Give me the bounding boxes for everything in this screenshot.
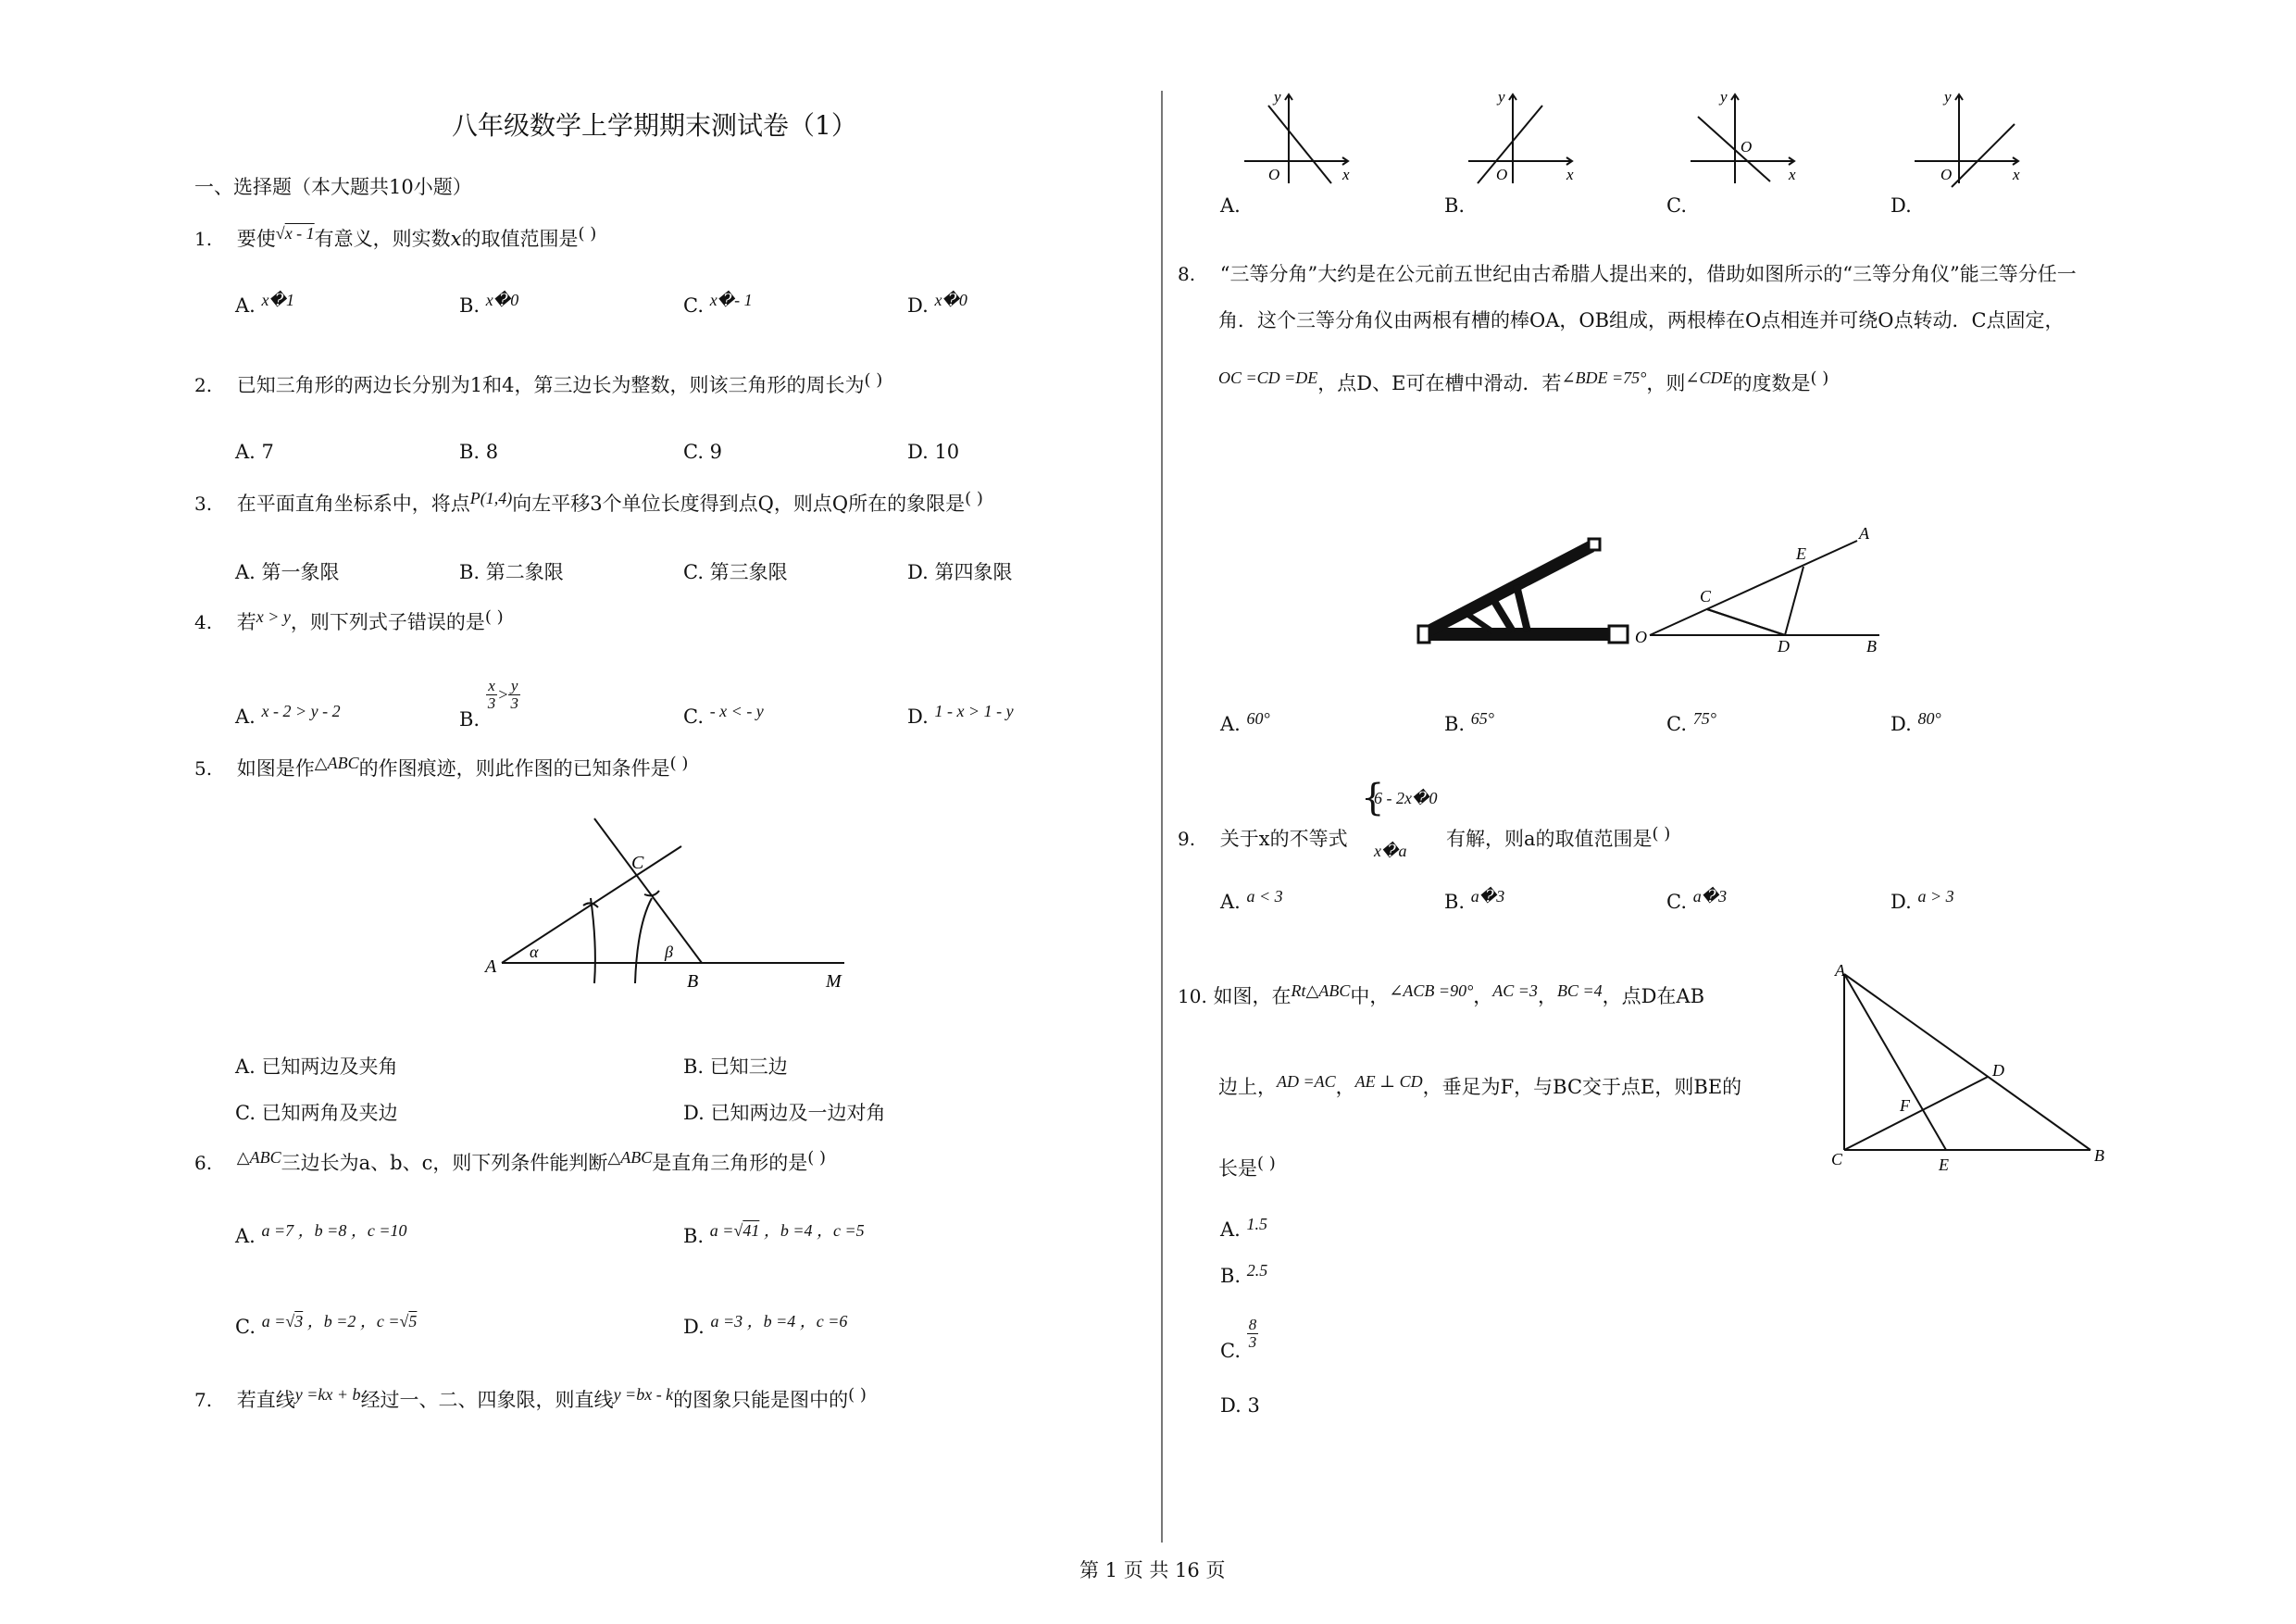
question-10: 10. 如图，在Rt△ABC中，∠ACB =90°，AC =3，BC =4，点D在AB xyxy=(1178,981,1705,1007)
q10-option-a: A. 1.5 xyxy=(1220,1215,1268,1241)
q5-option-d: D. 已知两边及一边对角 xyxy=(683,1102,886,1124)
q4-option-c: C. - x < - y xyxy=(683,702,764,728)
y-label: y xyxy=(1720,88,1728,106)
q2-option-b: B. 8 xyxy=(459,441,499,463)
question-9: 9. 关于x的不等式 xyxy=(1178,828,1348,850)
q10-option-d: D. 3 xyxy=(1220,1394,1260,1417)
q7-graph-a xyxy=(1241,83,1361,185)
y-label: y xyxy=(1498,88,1505,106)
o-label: O xyxy=(1741,138,1753,156)
q9-inequality-2: x�a xyxy=(1374,842,1407,860)
q5-construction-figure xyxy=(481,815,852,1000)
column-divider xyxy=(1161,91,1163,1543)
o-label: O xyxy=(1940,166,1953,183)
section-heading: 一、选择题（本大题共10小题） xyxy=(194,176,472,198)
question-3: 3. 在平面直角坐标系中，将点P(1,4)向左平移3个单位长度得到点Q，则点Q所在的象限是( ) xyxy=(194,489,983,515)
label-f: F xyxy=(1900,1096,1910,1115)
q2-option-c: C. 9 xyxy=(683,441,723,463)
q9-option-c: C. a�3 xyxy=(1666,887,1728,913)
label-d: D xyxy=(1778,637,1790,656)
trisector-instrument xyxy=(1418,539,1628,643)
q6-option-b: B. a =√41 ，b =4 ，c =5 xyxy=(683,1221,865,1247)
q8-line-2: 角．这个三等分角仪由两根有槽的棒OA，OB组成，两根棒在O点相连并可绕O点转动．C点固定， xyxy=(1218,309,2065,331)
label-c: C xyxy=(1700,587,1712,606)
label-d: D xyxy=(1992,1061,2004,1080)
q4-option-b: B. $\frac{x}{3}$ > $\frac{y}{3}$ xyxy=(459,677,518,731)
question-6: 6. △ABC三边长为a、b、c，则下列条件能判断△ABC是直角三角形的是( ) xyxy=(194,1148,826,1174)
q7-option-a: A. xyxy=(1220,194,1241,217)
q6-option-d: D. a =3 ，b =4 ，c =6 xyxy=(683,1312,848,1338)
q5-option-c: C. 已知两角及夹边 xyxy=(235,1102,398,1124)
q10-line-2: 边上，AD =AC，AE ⊥ CD，垂足为F，与BC交于点E，则BE的 xyxy=(1218,1072,1742,1098)
question-8: 8. “三等分角”大约是在公元前五世纪由古希腊人提出来的，借助如图所示的“三等分角仪”能三等分任一 xyxy=(1178,263,2077,285)
q1-option-a: A. x�1 xyxy=(235,291,294,317)
q10-line-3: 长是( ) xyxy=(1218,1154,1276,1180)
x-label: x xyxy=(2013,166,2020,183)
label-e: E xyxy=(1796,544,1806,563)
q5-option-b: B. 已知三边 xyxy=(683,1056,788,1078)
q3-option-b: B. 第二象限 xyxy=(459,561,564,583)
q8-option-b: B. 65° xyxy=(1444,709,1494,735)
label-c: C xyxy=(1831,1150,1843,1168)
label-b: B xyxy=(1866,637,1877,656)
label-beta: β xyxy=(665,943,673,961)
q9-option-a: A. a < 3 xyxy=(1220,887,1283,913)
q9-option-b: B. a�3 xyxy=(1444,887,1505,913)
label-b: B xyxy=(687,971,699,992)
q1-option-d: D. x�0 xyxy=(907,291,967,317)
x-label: x xyxy=(1789,166,1796,183)
q7-graph-b xyxy=(1465,83,1585,185)
q6-option-c: C. a =√3 ，b =2 ，c =√5 xyxy=(235,1312,418,1338)
q10-option-c: C. $\frac{8}{3}$ xyxy=(1220,1316,1257,1362)
page-footer: 第 1 页 共 16 页 xyxy=(1079,1559,1226,1581)
label-a: A xyxy=(1835,961,1845,980)
q1-option-b: B. x�0 xyxy=(459,291,519,317)
y-label: y xyxy=(1274,88,1281,106)
o-label: O xyxy=(1496,166,1508,183)
q9-inequality-1: 6 - 2x�0 xyxy=(1374,789,1438,807)
q1-option-c: C. x�- 1 xyxy=(683,291,753,317)
q2-option-a: A. 7 xyxy=(235,441,274,463)
q7-graph-d xyxy=(1911,83,2031,185)
q9-text-2: 有解，则a的取值范围是( ) xyxy=(1446,824,1671,850)
x-label: x xyxy=(1342,166,1350,183)
q7-option-c: C. xyxy=(1666,194,1687,217)
label-m: M xyxy=(826,971,842,992)
q6-option-a: A. a =7 ，b =8 ，c =10 xyxy=(235,1221,407,1247)
label-e: E xyxy=(1939,1156,1949,1174)
label-b: B xyxy=(2094,1146,2104,1165)
q2-option-d: D. 10 xyxy=(907,441,960,463)
q8-option-a: A. 60° xyxy=(1220,709,1270,735)
q3-option-d: D. 第四象限 xyxy=(907,561,1013,583)
label-o: O xyxy=(1635,628,1647,646)
q8-line-3: OC =CD =DE，点D、E可在槽中滑动．若∠BDE =75°，则∠CDE的度数是( ) xyxy=(1218,369,1829,394)
q3-option-a: A. 第一象限 xyxy=(235,561,340,583)
label-a: A xyxy=(1859,524,1869,543)
question-1: 1. 要使√x - 1有意义，则实数x的取值范围是( ) xyxy=(194,224,597,250)
question-5: 5. 如图是作△ABC的作图痕迹，则此作图的已知条件是( ) xyxy=(194,754,689,780)
q3-option-c: C. 第三象限 xyxy=(683,561,788,583)
q7-option-d: D. xyxy=(1890,194,1912,217)
question-7: 7. 若直线y =kx + b经过一、二、四象限，则直线y =bx - k的图象只能是图中的( ) xyxy=(194,1385,867,1411)
label-a: A xyxy=(485,956,497,977)
q9-brace: { xyxy=(1361,777,1385,819)
x-label: x xyxy=(1566,166,1574,183)
question-4: 4. 若x > y，则下列式子错误的是( ) xyxy=(194,607,504,633)
label-alpha: α xyxy=(530,943,539,961)
page-title: 八年级数学上学期期末测试卷（1） xyxy=(452,110,857,141)
q4-option-d: D. 1 - x > 1 - y xyxy=(907,702,1014,728)
q9-option-d: D. a > 3 xyxy=(1890,887,1954,913)
q5-option-a: A. 已知两边及夹角 xyxy=(235,1056,398,1078)
q10-triangle-figure xyxy=(1829,963,2126,1176)
q8-option-d: D. 80° xyxy=(1890,709,1941,735)
q8-trisector-figure xyxy=(1416,518,1898,657)
y-label: y xyxy=(1944,88,1952,106)
label-c: C xyxy=(631,853,644,873)
q7-graph-c xyxy=(1687,83,1807,185)
question-2: 2. 已知三角形的两边长分别为1和4，第三边长为整数，则该三角形的周长为( ) xyxy=(194,370,883,396)
q4-option-a: A. x - 2 > y - 2 xyxy=(235,702,341,728)
q10-option-b: B. 2.5 xyxy=(1220,1261,1268,1287)
q8-option-c: C. 75° xyxy=(1666,709,1716,735)
o-label: O xyxy=(1268,166,1280,183)
q7-option-b: B. xyxy=(1444,194,1466,217)
